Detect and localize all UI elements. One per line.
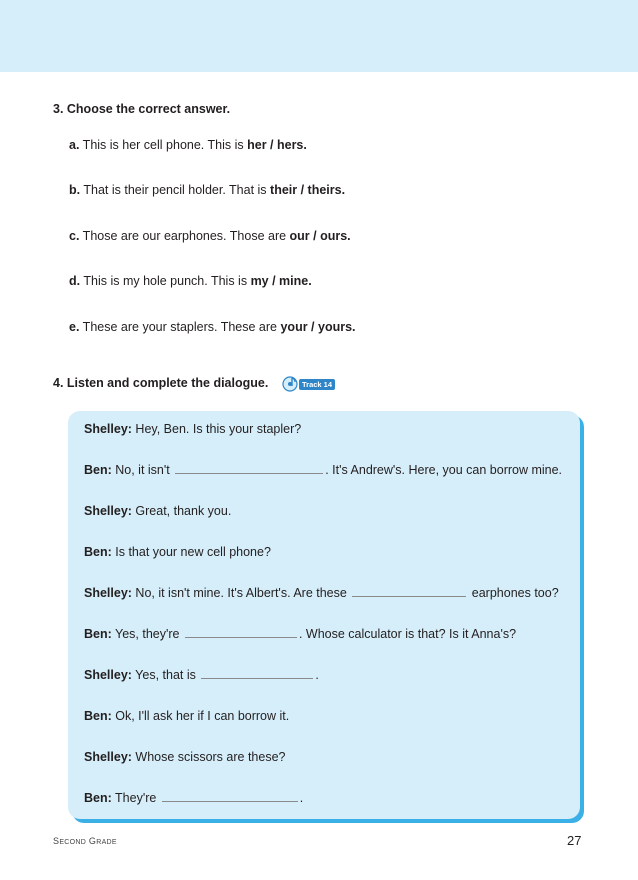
page-number: 27 [567, 833, 582, 848]
dialogue-line [84, 463, 562, 477]
question-c [69, 229, 351, 243]
answer-options[interactable]: your / yours. [280, 320, 356, 334]
speaker-name: Shelley: [84, 668, 132, 682]
speaker-name: Shelley: [84, 504, 132, 518]
dialogue-line [84, 422, 301, 436]
line-text: . Whose calculator is that? Is it Anna's? [298, 627, 517, 641]
line-text: . [299, 791, 304, 805]
question-d [69, 274, 312, 288]
question-b [69, 183, 345, 197]
answer-options[interactable]: my / mine. [250, 274, 312, 288]
question-text: These are your staplers. These are [79, 320, 281, 334]
line-text: They're [111, 791, 160, 805]
speaker-name: Ben: [84, 545, 112, 559]
dialogue-line [84, 709, 289, 723]
track-label: Track 14 [299, 379, 335, 390]
line-text: earphones too? [468, 586, 559, 600]
audio-track[interactable] [282, 376, 335, 392]
grade-label [53, 836, 117, 846]
dialogue-line [84, 668, 319, 682]
question-text: Those are our earphones. Those are [79, 229, 290, 243]
speaker-name: Shelley: [84, 750, 132, 764]
speaker-name: Shelley: [84, 586, 132, 600]
line-text: . [315, 668, 319, 682]
answer-blank[interactable] [162, 791, 298, 802]
line-text: Great, thank you. [131, 504, 232, 518]
grade-initial: G [88, 836, 97, 846]
question-letter: d. [69, 274, 81, 288]
line-text: Whose scissors are these? [131, 750, 286, 764]
header-band [0, 0, 638, 72]
section-3-title: 3. Choose the correct answer. [53, 102, 231, 116]
speaker-name: Ben: [84, 627, 112, 641]
dialogue-line [84, 791, 303, 805]
dialogue-line [84, 750, 285, 764]
speaker-name: Ben: [84, 709, 112, 723]
question-letter: b. [69, 183, 81, 197]
speaker-name: Ben: [84, 791, 112, 805]
line-text: Is that your new cell phone? [111, 545, 271, 559]
answer-options[interactable]: their / theirs. [270, 183, 346, 197]
section-4-title: 4. Listen and complete the dialogue. [53, 376, 269, 390]
question-text: This is my hole punch. This is [80, 274, 251, 288]
question-letter: c. [69, 229, 80, 243]
dialogue-line [84, 586, 559, 600]
question-letter: e. [69, 320, 80, 334]
grade-rest: RADE [96, 839, 117, 846]
grade-rest: ECOND [59, 839, 87, 846]
answer-blank[interactable] [185, 627, 297, 638]
line-text: Ok, I'll ask her if I can borrow it. [111, 709, 290, 723]
question-letter: a. [69, 138, 80, 152]
answer-options[interactable]: our / ours. [289, 229, 351, 243]
speaker-name: Ben: [84, 463, 112, 477]
dialogue-line [84, 545, 271, 559]
answer-options[interactable]: her / hers. [247, 138, 307, 152]
question-text: This is her cell phone. This is [79, 138, 248, 152]
question-text: That is their pencil holder. That is [80, 183, 271, 197]
question-e [69, 320, 356, 334]
dialogue-line [84, 504, 231, 518]
question-a [69, 138, 307, 152]
line-text: Hey, Ben. Is this your stapler? [131, 422, 302, 436]
answer-blank[interactable] [352, 586, 466, 597]
answer-blank[interactable] [201, 668, 313, 679]
answer-blank[interactable] [175, 463, 323, 474]
speaker-name: Shelley: [84, 422, 132, 436]
line-text: No, it isn't [111, 463, 174, 477]
dialogue-line [84, 627, 516, 641]
line-text: No, it isn't mine. It's Albert's. Are these [131, 586, 351, 600]
line-text: Yes, they're [111, 627, 183, 641]
grade-initial: S [53, 836, 60, 846]
line-text: . It's Andrew's. Here, you can borrow mine. [325, 463, 563, 477]
line-text: Yes, that is [131, 668, 200, 682]
cd-audio-icon [282, 376, 298, 392]
